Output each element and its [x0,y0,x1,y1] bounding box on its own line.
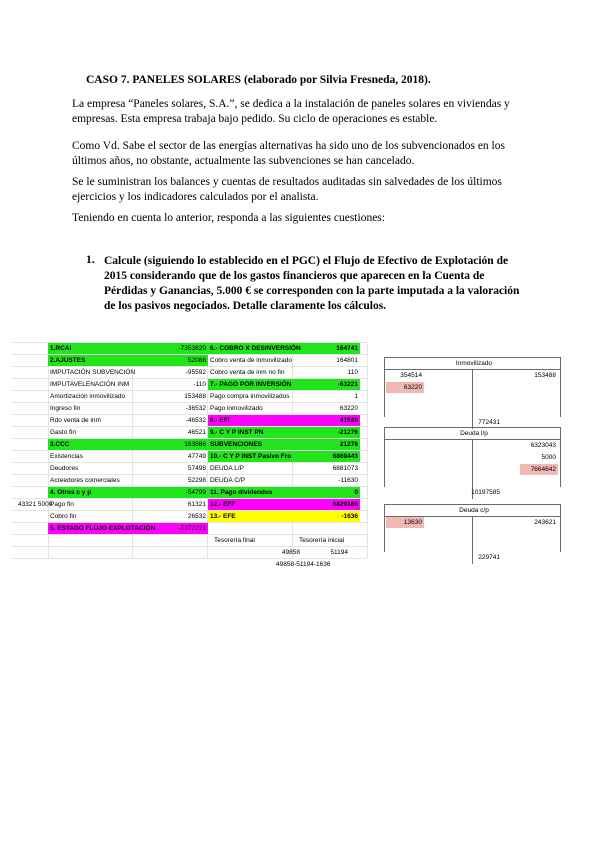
left-row-value: -36532 [185,405,206,412]
mid-row-label: SUBVENCIONES [208,439,322,450]
left-row-label: 3.CCC [48,439,170,450]
left-row-value: 52298 [187,477,206,484]
t-account-total: 10197585 [471,489,500,496]
left-row-value: 57498 [187,465,206,472]
tesoreria-final-label: Tesorería final [214,537,255,544]
t-account-total: 229741 [478,554,500,561]
left-row-label: Deudores [50,465,79,472]
mid-row-value: 6881073 [332,465,358,472]
left-row-label: 5. ESTADO FLUJO EXPLOTACIÓN [48,523,170,534]
left-row-label: 1.RCAI [48,343,170,354]
t-account-left-border [384,357,385,417]
left-row-value: 163886 [168,439,208,450]
tesoreria-formula: 49858-51194-1636 [276,561,331,568]
mid-row-value: 63220 [339,405,358,412]
t-account-credit: 5000 [541,454,556,461]
t-account-right-border [560,504,561,552]
t-account-left-border [384,504,385,552]
left-row-value: -5372221 [168,523,208,534]
left-row-value: -54799 [168,487,208,498]
question-number: 1. [86,254,95,266]
mid-row-label: 11. Pago dividendos [208,487,322,498]
mid-row-label: DEUDA L/P [210,465,244,472]
paragraph-company: La empresa “Paneles solares, S.A.”, se dedica a la instalación de paneles solares en viviendas y empresas. Esta empresa trabaja bajo pedido. Su ciclo de operaciones es estable. [72,98,510,125]
t-account-right-border [560,357,561,417]
t-account-debit: 63220 [386,382,424,393]
mid-row-label: DEUDA C/P [210,477,246,484]
mid-row-label: Pago compra inmovilizados [210,393,290,400]
mid-row-value: 41520 [320,415,360,426]
left-row-label: Existencias [50,453,83,460]
mid-row-value: 21276 [320,439,360,450]
mid-row-label: Cobro venta de inmovilizado [210,357,293,364]
paragraph-balances: Se le suministran los balances y cuentas de resultados auditadas sin salvedades de los últimos ejercicios y los indicadores calculados por el analista. [72,176,502,203]
left-row-value: 26532 [187,513,206,520]
left-row-label: IMPUTAVELENACIÓN INM [50,381,130,388]
left-row-label: Rdo venta de inm [50,417,101,424]
tesoreria-inicial-value: 51194 [330,549,348,556]
t-account-total: 772431 [478,419,500,426]
grid-line [367,342,368,558]
mid-row-value: 6869443 [320,451,360,462]
t-account-left-border [384,427,385,487]
mid-row-label: 7.- PAGO POR INVERSIÓN [208,379,322,390]
t-account-credit: 7664642 [520,464,558,475]
left-row-label: Cobro fin [50,513,77,520]
t-account-credit: 153488 [534,372,556,379]
left-row-value: 153488 [184,393,206,400]
mid-row-value: 164801 [336,357,358,364]
left-row-label: 2.AJUSTES [48,355,170,366]
t-account-right-border [560,427,561,487]
spreadsheet-image [12,340,576,600]
tesoreria-final-value: 49858 [281,549,300,556]
mid-row-label: 12.- EFF [208,499,322,510]
tesoreria-inicial-label: Tesorería inicial [299,537,345,544]
left-row-value: 46521 [187,429,206,436]
mid-row-value: -1636 [320,511,360,522]
side-note: 43321 5000 [18,501,52,508]
left-row-value: 61321 [187,501,206,508]
left-row-value: -110 [193,381,206,388]
t-account-title: Deuda l/p [460,430,488,437]
t-account-credit: 243621 [534,519,556,526]
mid-row-label: 8.- EFI [208,415,322,426]
mid-row-label: Pago inmovilizado [210,405,263,412]
left-row-value: -7353820 [168,343,208,354]
left-row-label: Amortización inmovilizado [50,393,126,400]
t-account-credit: 6323043 [530,442,556,449]
mid-row-label: Cobro venta de inm no fin [210,369,285,376]
left-row-value: 52088 [168,355,208,366]
mid-row-value: 0 [320,487,360,498]
mid-row-value: -21276 [320,427,360,438]
mid-row-value: 110 [347,369,358,376]
left-row-label: IMPUTACIÓN SUBVENCIÓN [50,369,136,376]
mid-row-label: 10.- C Y P INST Pasivo Fro [208,451,322,462]
left-row-value: -95592 [185,369,206,376]
mid-row-value: 164741 [320,343,360,354]
t-account-title: Inmovilizado [455,360,493,367]
mid-row-value: -63221 [320,379,360,390]
mid-row-value: -11630 [338,477,358,484]
left-row-label: 4. Otros c y p [48,487,170,498]
left-row-label: Ingreso fin [50,405,81,412]
mid-row-value: 6829166 [320,499,360,510]
t-account-title: Deuda c/p [459,507,489,514]
mid-row-label: 9.- C Y P INST PN [208,427,322,438]
left-row-label: Acreedores comerciales [50,477,120,484]
question-text: Calcule (siguiendo lo establecido en el PGC) el Flujo de Efectivo de Explotación de 2015 considerando que de los gastos financieros que aparecen en la Cuenta de Pérdidas y Ganancias, 5.000 € se corresponden con la parte imputada a la valoración de los pasivos negociados. Detalle claramente los cálculos. [104,255,520,312]
t-account-debit: 13630 [386,517,424,528]
mid-row-value: 1 [354,393,358,400]
left-row-value: -46532 [185,417,206,424]
case-title: CASO 7. PANELES SOLARES (elaborado por Silvia Fresneda, 2018). [86,74,431,86]
mid-row-label: 13.- EFE [208,511,322,522]
t-account-debit: 354514 [400,372,422,379]
left-row-label: Gasto fin [50,429,77,436]
paragraph-instructions: Teniendo en cuenta lo anterior, responda a las siguientes cuestiones: [72,212,385,224]
left-row-value: 47749 [187,453,206,460]
left-row-label: Pago fin [50,501,74,508]
paragraph-sector: Como Vd. Sabe el sector de las energías alternativas ha sido uno de los subvencionados en los últimos años, no obstante, actualmente las subvenciones se han cancelado. [72,140,505,167]
mid-row-label: 6.- COBRO X DESINVERSIÓN [208,343,322,354]
